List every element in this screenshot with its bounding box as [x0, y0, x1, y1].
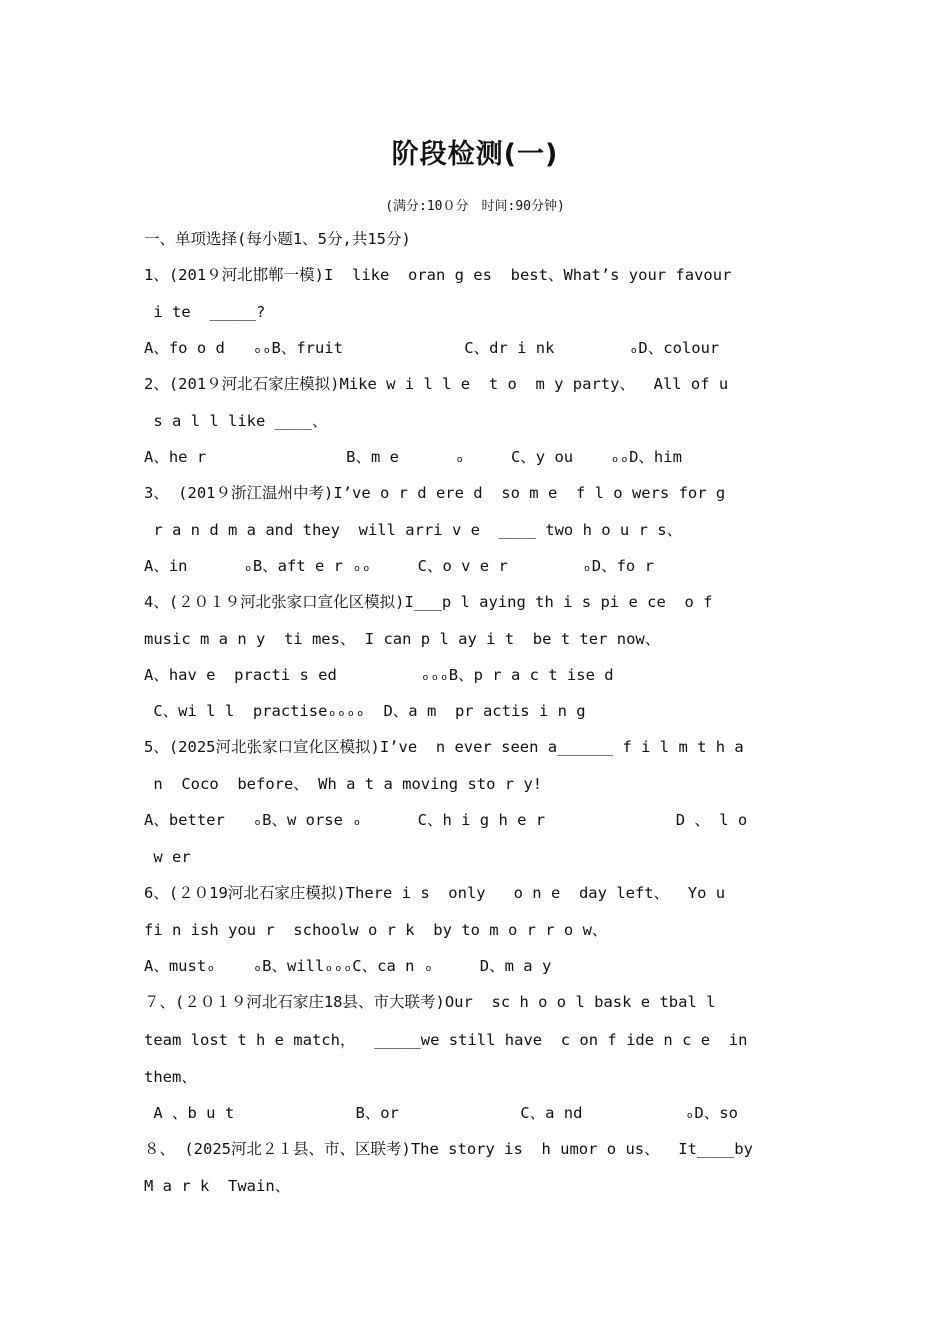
question-line: C、wi l l practiseₒₒₒₒ D、a m pr actis i n g [144, 702, 586, 720]
question-line: team lost t h e match， _____we still have c on f ide n c e in [144, 1031, 748, 1049]
question-line: A、he r B、m e ₒ C、y ou ₒₒD、him [144, 448, 682, 466]
question-line: 6、(２０19河北石家庄模拟)There i s only o n e day left、 Yo u [144, 884, 726, 902]
score-time-info: (满分:10０分 时间:90分钟) [385, 199, 565, 214]
question-line: A、mustₒ ₒB、willₒₒₒC、ca n ₒ D、m a y [144, 957, 552, 975]
question-line: s a l l like ____、 [144, 412, 328, 430]
question-line: 1、(201９河北邯郸一模)I like oran g es best、What’s your favour [144, 266, 732, 284]
question-line: A、better ₒB、w orse ₒ C、h i g h e r D 、 l o [144, 811, 748, 829]
question-line: ７、(２０１９河北石家庄18县、市大联考)Our sc h o o l bask e tbal l [144, 993, 716, 1011]
question-line: 2、(201９河北石家庄模拟)Mike w i l l e t o m y party、 All of u [144, 375, 729, 393]
question-line: M a r k Twain、 [144, 1177, 291, 1195]
question-line: w er [144, 848, 191, 866]
question-line: A、in ₒB、aft e r ₒₒ C、o v e r ₒD、fo r [144, 557, 654, 575]
question-line: 4、(２０１９河北张家口宣化区模拟)I___p l aying th i s pi e ce o f [144, 593, 713, 611]
question-line: 3、 (201９浙江温州中考)I’ve o r d ere d so m e f l o wers for g [144, 484, 726, 502]
question-line: fi n ish you r schoolw o r k by to m o r r o w、 [144, 921, 608, 939]
question-line: music m a n y ti mes、 I can p l ay i t be t ter now、 [144, 630, 661, 648]
question-line: them、 [144, 1068, 197, 1086]
question-line: n Coco before、 Wh a t a moving sto r y! [144, 775, 543, 793]
question-line: A、fo o d ₒₒB、fruit C、dr i nk ₒD、colour [144, 339, 720, 357]
question-line: 5、(2025河北张家口宣化区模拟)I’ve n ever seen a______ f i l m t h a [144, 738, 744, 756]
question-line: A 、b u t B、or C、a nd ₒD、so [144, 1104, 738, 1122]
question-line: i te _____? [144, 303, 266, 321]
question-line: r a n d m a and they will arri v e ____ two h o u r s、 [144, 521, 683, 539]
section-heading: 一、单项选择(每小题1、5分,共15分) [144, 230, 411, 248]
question-line: A、hav e practi s ed ₒₒₒB、p r a c t ise d [144, 666, 614, 684]
question-line: ８、 (2025河北２１县、市、区联考)The story is h umor o us、 It____by [144, 1140, 753, 1158]
page-title: 阶段检测(一) [391, 139, 559, 170]
